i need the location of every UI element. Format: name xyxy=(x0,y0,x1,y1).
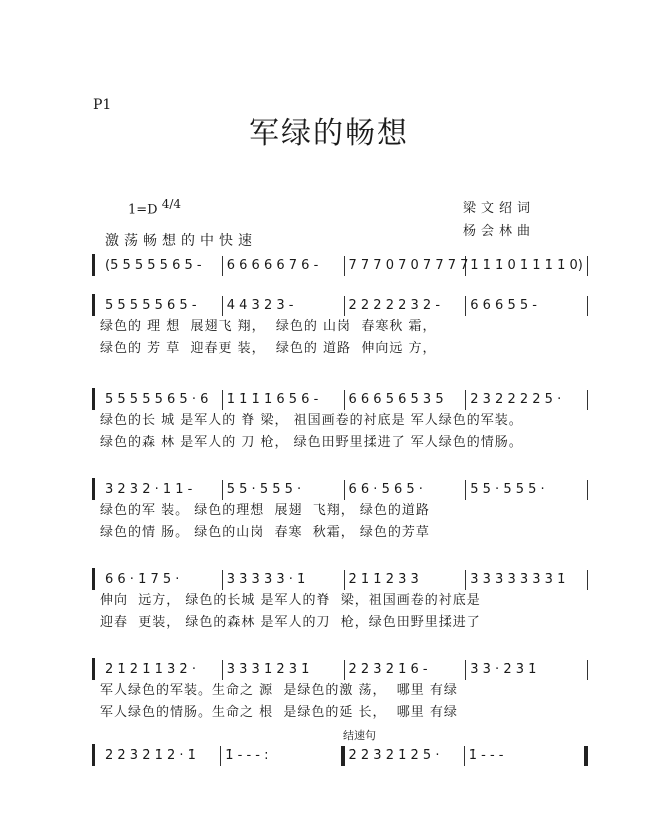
measure: 5 5 · 5 5 5 · xyxy=(466,480,588,500)
measure: 3 2 3 2 · 1 1 - xyxy=(101,480,223,500)
measure: 3̇ 3̇ 3̇ 1̇ 2̇ 3̇ 1̇ xyxy=(223,660,345,680)
lyric-line: 绿色的森 林 是军人的 刀 枪， 绿色田野里揉进了 军人绿色的情肠。 xyxy=(100,435,523,450)
measure: 6 6 6 5 5 - xyxy=(466,296,588,316)
lyric-line: 迎春 更装， 绿色的森林 是军人的刀 枪，绿色田野里揉进了 xyxy=(100,615,481,630)
notes-line xyxy=(92,294,588,316)
notes-line xyxy=(92,568,588,590)
measure: 4 4 3 2 3 - xyxy=(223,296,345,316)
notes-line xyxy=(92,254,588,276)
lyric-line: 绿色的 芳 草 迎春更 装， 绿色的 道路 伸向远 方， xyxy=(100,341,437,356)
tempo-marking: 激荡畅想的中快速 xyxy=(105,233,257,249)
key: 1=D xyxy=(128,202,158,218)
measure: 2̇ 2̇ 3̇ 2̇ 1̇ 2̇ 5̇ · xyxy=(345,746,465,766)
lyric-line: 伸向 远方， 绿色的长城 是军人的脊 梁，祖国画卷的衬底是 xyxy=(100,593,481,608)
measure: 5 5 5 5 5 6 5 - xyxy=(101,296,223,316)
lyric-line: 军人绿色的情肠。生命之 根 是绿色的延 长， 哪里 有绿 xyxy=(100,705,458,720)
score-system xyxy=(92,388,588,454)
measure: 3̇ 3̇ · 2̇ 3̇ 1̇ xyxy=(466,660,588,680)
score-system xyxy=(92,294,588,360)
measure: 5 5 5 5 5 6 5 · 6 xyxy=(101,390,223,410)
score-system xyxy=(92,254,588,276)
composer: 杨会林曲 xyxy=(463,224,536,239)
notes-line xyxy=(92,388,588,410)
score-system xyxy=(92,658,588,724)
measure: 2 2 2 2 2 3 2 - xyxy=(345,296,467,316)
notes-line xyxy=(92,658,588,680)
measure: 2 3 2 2 2 2 5 · xyxy=(466,390,588,410)
measure: 3̇ 3̇ 3̇ 3̇ 3̇ 3̇ 3̇ 1̇ xyxy=(466,570,588,590)
lyric-line: 绿色的 理 想 展翅飞 翔， 绿色的 山岗 春寒秋 霜， xyxy=(100,319,437,334)
time-signature: 4/4 xyxy=(161,197,182,211)
measure: 1̇ - - - : xyxy=(221,746,344,766)
score-system xyxy=(92,478,588,544)
measure: 1̇ 1̇ 1̇ 1̇ 6 5 6 - xyxy=(223,390,345,410)
lyric-line: 绿色的情 肠。 绿色的山岗 春寒 秋霜， 绿色的芳草 xyxy=(100,525,430,540)
measure: 2̇ 1̇ 2̇ 1̇ 1̇ 3̇ 2̇ · xyxy=(101,660,223,680)
measure: 1̇ - - - xyxy=(465,746,588,766)
measure: 2̇ 1̇ 1̇ 2̇ 3̇ 3̇ xyxy=(345,570,467,590)
measure: 7 7 7 0 7 0 7 7 7 7 xyxy=(345,256,467,276)
notes-line xyxy=(92,744,588,766)
measure: 6 6 · 1̇ 7 5 · xyxy=(101,570,223,590)
page-label: P1 xyxy=(93,97,112,113)
lyric-line: 军人绿色的军装。生命之 源 是绿色的激 荡， 哪里 有绿 xyxy=(100,683,458,698)
measure: 2̇ 2̇ 3̇ 2̇ 1̇ 2̇ · 1̇ xyxy=(101,746,221,766)
measure: (5 5 5 5 5 6 5 - xyxy=(101,256,223,276)
song-title: 军绿的畅想 xyxy=(249,116,409,151)
measure: 6 6 · 5 6 5 · xyxy=(345,480,467,500)
lyric-line: 绿色的军 装。 绿色的理想 展翅 飞翔， 绿色的道路 xyxy=(100,503,430,518)
measure: 5 5 · 5 5 5 · xyxy=(223,480,345,500)
measure: 3̇ 3̇ 3̇ 3̇ 3̇ · 1̇ xyxy=(223,570,345,590)
measure: 6 6 6 5 6 5 3 5 xyxy=(345,390,467,410)
key-signature xyxy=(128,197,181,217)
measure: 2̇ 2̇ 3̇ 2̇ 1̇ 6 - xyxy=(345,660,467,680)
measure: 1̇ 1̇ 1̇ 0 1̇ 1̇ 1̇ 1̇ 0) xyxy=(466,256,588,276)
notes-line xyxy=(92,478,588,500)
score-system xyxy=(92,568,588,634)
score-system xyxy=(92,744,588,766)
measure: 6 6 6 6 6 7 6 - xyxy=(223,256,345,276)
lyric-line: 绿色的长 城 是军人的 脊 梁， 祖国画卷的衬底是 军人绿色的军装。 xyxy=(100,413,523,428)
lyricist: 梁文绍词 xyxy=(463,201,536,216)
coda-label: 结速句 xyxy=(343,729,376,742)
